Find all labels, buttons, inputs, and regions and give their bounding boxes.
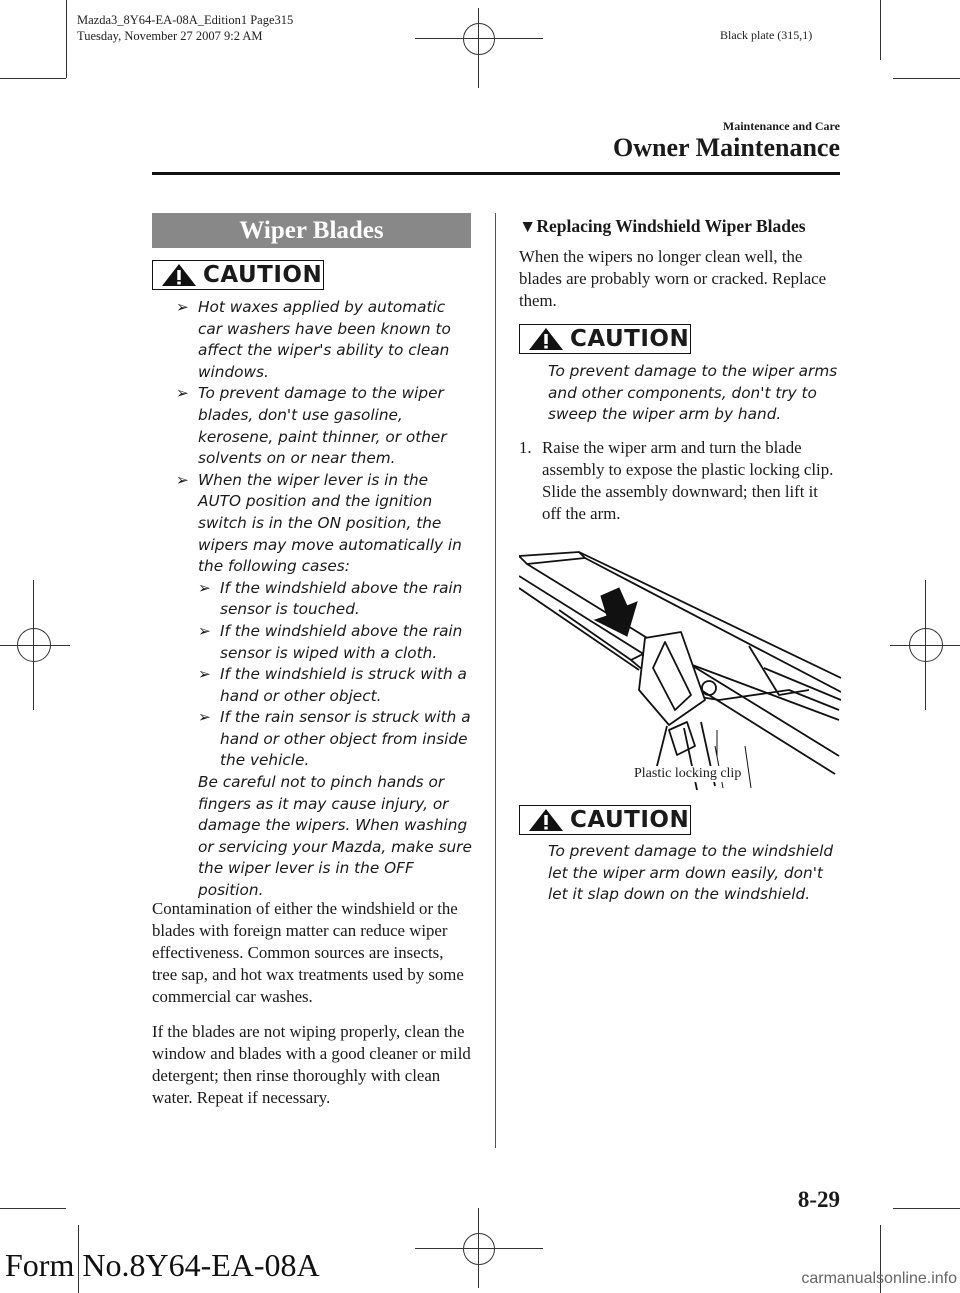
caution-item: ➢ Hot waxes applied by automatic car washers have been known to affect the wiper's ability to clean windows.: [176, 298, 451, 381]
caution-sub-list: [176, 578, 474, 772]
step-number: 1.: [519, 438, 532, 457]
wiper-blade-illustration: [519, 550, 841, 795]
caution-list: [176, 297, 474, 902]
step-item: [519, 437, 841, 525]
caution-text: To prevent damage to the wiper arms and other components, don't try to sweep the wiper arm by hand.: [548, 362, 838, 424]
caution-sub-item: ➢ If the windshield is struck with a hand or other object.: [198, 665, 467, 705]
caution-banner: [519, 805, 691, 835]
plate-label: Black plate (315,1): [720, 28, 813, 42]
caution-tail: Be careful not to pinch hands or fingers as it may cause injury, or damage the wipers. When washing or servicing your Mazda, make sure the wiper lever is in the OFF position.: [198, 773, 472, 900]
intro-paragraph: When the wipers no longer clean well, the blades are probably worn or cracked. Replace them.: [519, 247, 827, 310]
arrow-bullet-icon: ➢: [176, 298, 189, 316]
caution-text: To prevent damage to the windshield let the wiper arm down easily, don't let it slap down on the windshield.: [548, 842, 834, 904]
header-rule: [152, 172, 840, 175]
watermark: carmanualsonline.info: [801, 1270, 957, 1287]
caution-sub-item: ➢ If the windshield above the rain sensor is wiped with a cloth.: [198, 621, 463, 662]
chapter-title: Owner Maintenance: [613, 133, 840, 162]
triangle-marker-icon: ▼: [519, 216, 537, 236]
section-title: Maintenance and Care: [722, 119, 840, 133]
column-divider: [495, 213, 496, 1148]
caution-item: ➢ To prevent damage to the wiper blades, don't use gasoline, kerosene, paint thinner, or other solvents on or near them.: [176, 384, 447, 468]
page-title: Wiper Blades: [152, 213, 471, 248]
body-paragraph: If the blades are not wiping properly, clean the window and blades with a good cleaner or mild detergent; then rinse thoroughly with clean water. Repeat if necessary.: [152, 1022, 471, 1107]
warning-triangle-icon: [528, 327, 564, 351]
caution-label: CAUTION: [570, 326, 690, 352]
arrow-bullet-icon: ➢: [176, 470, 189, 489]
form-number: Form No.8Y64-EA-08A: [5, 1247, 320, 1283]
caution-banner: [152, 260, 324, 290]
print-metadata: [77, 12, 293, 44]
print-meta-line2: Tuesday, November 27 2007 9:2 AM: [77, 29, 263, 43]
figure-label: Plastic locking clip: [634, 766, 742, 781]
caution-sub-item: ➢ If the windshield above the rain sensor is touched.: [198, 578, 463, 619]
arrow-bullet-icon: ➢: [198, 665, 211, 684]
step-text: Raise the wiper arm and turn the blade assembly to expose the plastic locking clip.: [542, 438, 834, 479]
arrow-bullet-icon: ➢: [198, 621, 211, 640]
arrow-bullet-icon: ➢: [198, 708, 211, 727]
caution-label: CAUTION: [203, 262, 323, 288]
warning-triangle-icon: [528, 808, 564, 832]
body-paragraph: Contamination of either the windshield or the blades with foreign matter can reduce wiper effectiveness. Common sources are insects, tree sap, and hot wax treatments used by some commercial car washes.: [152, 899, 464, 1006]
caution-sub-item: ➢ If the rain sensor is struck with a hand or other object from inside the vehicle.: [198, 708, 471, 770]
step-text-continued: Slide the assembly downward; then lift it off the arm.: [542, 482, 818, 523]
warning-triangle-icon: [161, 263, 197, 287]
arrow-bullet-icon: ➢: [176, 384, 189, 403]
caution-label: CAUTION: [570, 807, 690, 833]
caution-banner: [519, 324, 691, 354]
arrow-bullet-icon: ➢: [198, 578, 211, 597]
subsection-heading: ▼Replacing Windshield Wiper Blades: [519, 216, 806, 236]
print-meta-line1: Mazda3_8Y64-EA-08A_Edition1 Page315: [77, 13, 294, 27]
caution-item: ➢ When the wiper lever is in the AUTO position and the ignition switch is in the ON position, the wipers may move automatically in the following cases:: [176, 470, 462, 576]
page-number: 8-29: [797, 1187, 840, 1212]
